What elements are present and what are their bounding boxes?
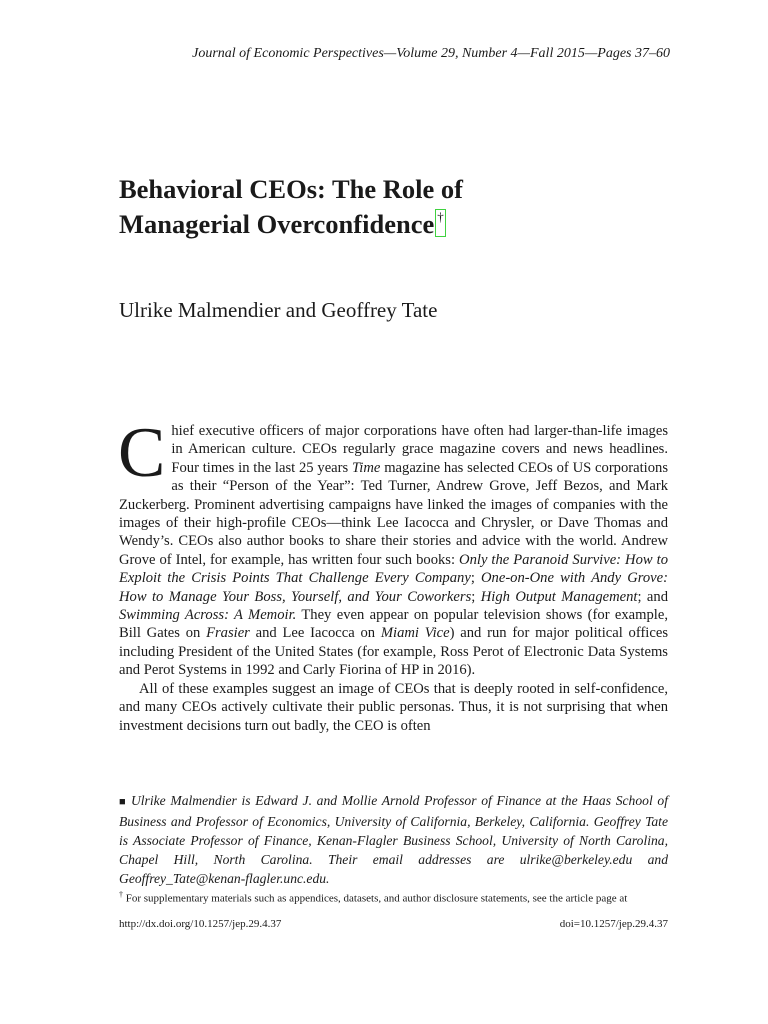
title-dagger-link[interactable]: † <box>435 209 446 237</box>
paragraph-1 <box>118 414 669 680</box>
book-title: High Output Management <box>480 588 638 605</box>
text-run: ; <box>471 588 481 605</box>
author-names: Ulrike Malmendier and Geoffrey Tate <box>119 298 438 322</box>
article-title <box>119 172 679 242</box>
doi-line <box>119 917 668 931</box>
book-title: One-on-One with Andy Grove: How to Manage Your Boss, Yourself, and Your Coworkers <box>119 570 668 605</box>
author-note-text: Ulrike Malmendier is Edward J. and Mollie Arnold Professor of Finance at the Haas School of Business and Professor of Economics, University of California, Berkeley, California. Geoffrey Tate is Associate Professor of Finance, Kenan-Flagler Business School, University of North Carolina, Chapel Hill, North Carolina. Their email addresses are ulrike@berkeley.edu and Geoffrey_Tate@kenan-flagler.unc.edu. <box>119 793 668 886</box>
running-head: Journal of Economic Perspectives—Volume 29, Number 4—Fall 2015—Pages 37–60 <box>192 46 670 61</box>
supplementary-text: For supplementary materials such as appendices, datasets, and author disclosure statements, see the article page at <box>123 892 628 905</box>
drop-cap: C <box>118 414 166 492</box>
show-title: Frasier <box>206 625 250 642</box>
text-run: ; and <box>637 588 669 605</box>
book-title: Swimming Across: A Memoir. <box>119 607 297 624</box>
text-run: ; <box>470 570 481 587</box>
text-run: magazine has selected CEOs of US corporations as their “Person of the Year”: Ted Turner, Andrew Grove, Jeff Bezos, and Mark Zuckerberg. Prominent advertising campaigns have linked the images of companies with the images of their high-profile CEOs—think Lee Iacocca and Chrysler, or Dave Thomas and Wendy’s. CEOs also author books to share their stories and advice with the world. Andrew Grove of Intel, for example, has written four such books: <box>119 459 668 568</box>
magazine-title: Time <box>352 459 381 476</box>
square-bullet-icon: ■ <box>119 796 127 808</box>
text-run: ) and run for major political offices including President of the United States (for example, Ross Perot of Electronic Data Systems and Perot Systems in 1992 and Carly Fiorina of HP in 2016). <box>119 625 668 679</box>
author-affiliation-note <box>119 791 668 888</box>
title-line-1: Behavioral CEOs: The Role of <box>119 174 464 204</box>
text-run: They even appear on popular television shows (for example, Bill Gates on <box>119 607 668 642</box>
book-title: Only the Paranoid Survive: How to Exploit the Crisis Points That Challenge Every Company <box>119 551 668 587</box>
text-run: and Lee Iacocca on <box>249 625 381 642</box>
title-line-2: Managerial Overconfidence <box>119 209 435 239</box>
supplementary-note <box>119 888 668 906</box>
text-run: hief executive officers of major corporations have often had larger-than-life images in American culture. CEOs regularly grace magazine covers and news headlines. Four times in the last 25 years <box>171 423 668 476</box>
article-body <box>118 414 669 735</box>
paragraph-2: All of these examples suggest an image of CEOs that is deeply rooted in self-confidence, and many CEOs actively cultivate their public personas. Thus, it is not surprising that when investment decisions turn out badly, the CEO is often <box>119 680 668 734</box>
doi-text: doi=10.1257/jep.29.4.37 <box>559 918 668 930</box>
dagger-marker: † <box>119 890 123 899</box>
show-title: Miami Vice <box>380 625 450 642</box>
article-url-link[interactable]: http://dx.doi.org/10.1257/jep.29.4.37 <box>119 918 282 930</box>
